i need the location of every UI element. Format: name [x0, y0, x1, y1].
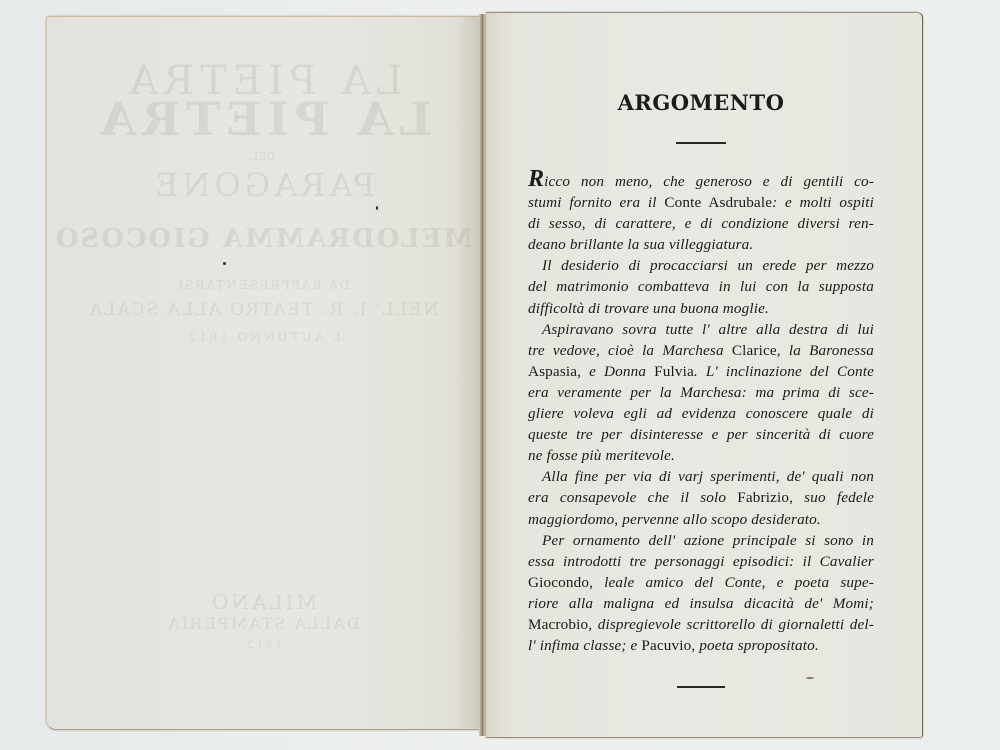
text-line — [528, 424, 874, 445]
text-run: , dispregievole scrittorello di giornaletti del- — [588, 615, 874, 633]
text-run: icco non meno, che generoso e di gentili co- — [544, 173, 874, 190]
character-name: Pacuvio — [641, 637, 692, 655]
text-run: essa introdotti tre personaggi episodici: il Cavalier — [528, 552, 874, 570]
text-run: l' infima classe; e — [528, 637, 642, 655]
text-run: del matrimonio combatteva in lui con la supposta — [528, 278, 874, 296]
text-run: ne fosse più meritevole. — [528, 447, 675, 465]
text-line — [528, 166, 874, 192]
text-line — [528, 234, 874, 255]
text-line — [528, 509, 874, 530]
text-line — [528, 255, 874, 276]
character-name: Fulvia — [654, 362, 694, 380]
text-run: maggiordomo, pervenne allo scopo desiderato. — [528, 510, 821, 528]
argomento-body — [528, 166, 875, 656]
text-line — [528, 551, 874, 572]
text-run: tre vedove, cioè la Marchesa — [528, 341, 732, 359]
page-title: ARGOMENTO — [617, 90, 785, 115]
character-name: Clarice — [731, 341, 777, 359]
text-run: , suo fedele — [789, 489, 875, 507]
text-line — [528, 213, 874, 234]
paragraph — [528, 166, 874, 255]
text-line — [528, 466, 874, 487]
character-name: Conte Asdrubale — [664, 194, 773, 212]
character-name: Giocondo — [528, 573, 590, 591]
text-run: , poeta spropositato. — [691, 637, 819, 655]
text-run: Per ornamento dell' azione principale si sono in — [542, 531, 874, 549]
text-run: : e molti ospiti — [772, 194, 874, 212]
character-name: Macrobio — [528, 615, 589, 633]
paper-speck — [223, 262, 226, 265]
text-line — [528, 530, 874, 551]
text-line — [528, 340, 874, 361]
text-run: difficoltà di trovare una buona moglie. — [528, 299, 769, 317]
text-run: era consapevole che il solo — [528, 489, 738, 507]
gutter-shadow — [458, 16, 480, 728]
text-run: , la Baronessa — [776, 341, 874, 359]
text-line — [528, 382, 874, 403]
initial-capital: R — [528, 166, 545, 192]
text-run: , leale amico del Conte, e poeta supe- — [589, 573, 874, 591]
text-run: Alla fine per via di varj sperimenti, de' quali non — [542, 468, 874, 486]
text-run: gliere voleva egli ad evidenza conoscere quale di — [528, 405, 874, 423]
paper-speck — [376, 206, 378, 210]
text-line — [528, 487, 874, 508]
character-name: Fabrizio — [737, 489, 790, 507]
text-line — [528, 403, 874, 424]
text-line — [528, 593, 874, 614]
left-page — [46, 16, 481, 730]
text-line — [528, 298, 874, 319]
text-line — [528, 614, 874, 635]
text-line — [528, 276, 874, 297]
paragraph — [528, 530, 874, 657]
text-line — [528, 192, 874, 213]
paragraph — [528, 319, 874, 467]
end-divider — [677, 686, 725, 688]
text-run: . L' inclinazione del Conte — [693, 362, 874, 380]
character-name: Aspasia — [528, 362, 578, 380]
text-run: queste tre per disinteresse e per sincerità di cuore — [528, 426, 874, 444]
text-run: era veramente per la Marchesa: ma prima di sce- — [528, 383, 874, 401]
text-run: stumi fornito era il — [528, 194, 665, 212]
text-run: di sesso, di carattere, e di condizione diversi ren- — [528, 215, 874, 233]
text-line — [528, 572, 874, 593]
argomento-section — [528, 88, 874, 688]
text-run: riore alla maligna ed insulsa dicacità de' Momi; — [528, 594, 874, 612]
text-run: , e Donna — [577, 362, 655, 380]
paragraph — [528, 255, 874, 318]
paragraph — [528, 466, 874, 529]
text-run: Aspiravano sovra tutte l' altre alla destra di lui — [542, 320, 874, 338]
text-line — [528, 635, 874, 656]
text-line — [528, 361, 874, 382]
title-divider — [676, 142, 726, 144]
text-run: deano brillante la sua villeggiatura. — [528, 236, 754, 254]
text-line — [528, 319, 874, 340]
text-run: Il desiderio di procacciarsi un erede per mezzo — [542, 257, 874, 275]
text-line — [528, 445, 874, 466]
